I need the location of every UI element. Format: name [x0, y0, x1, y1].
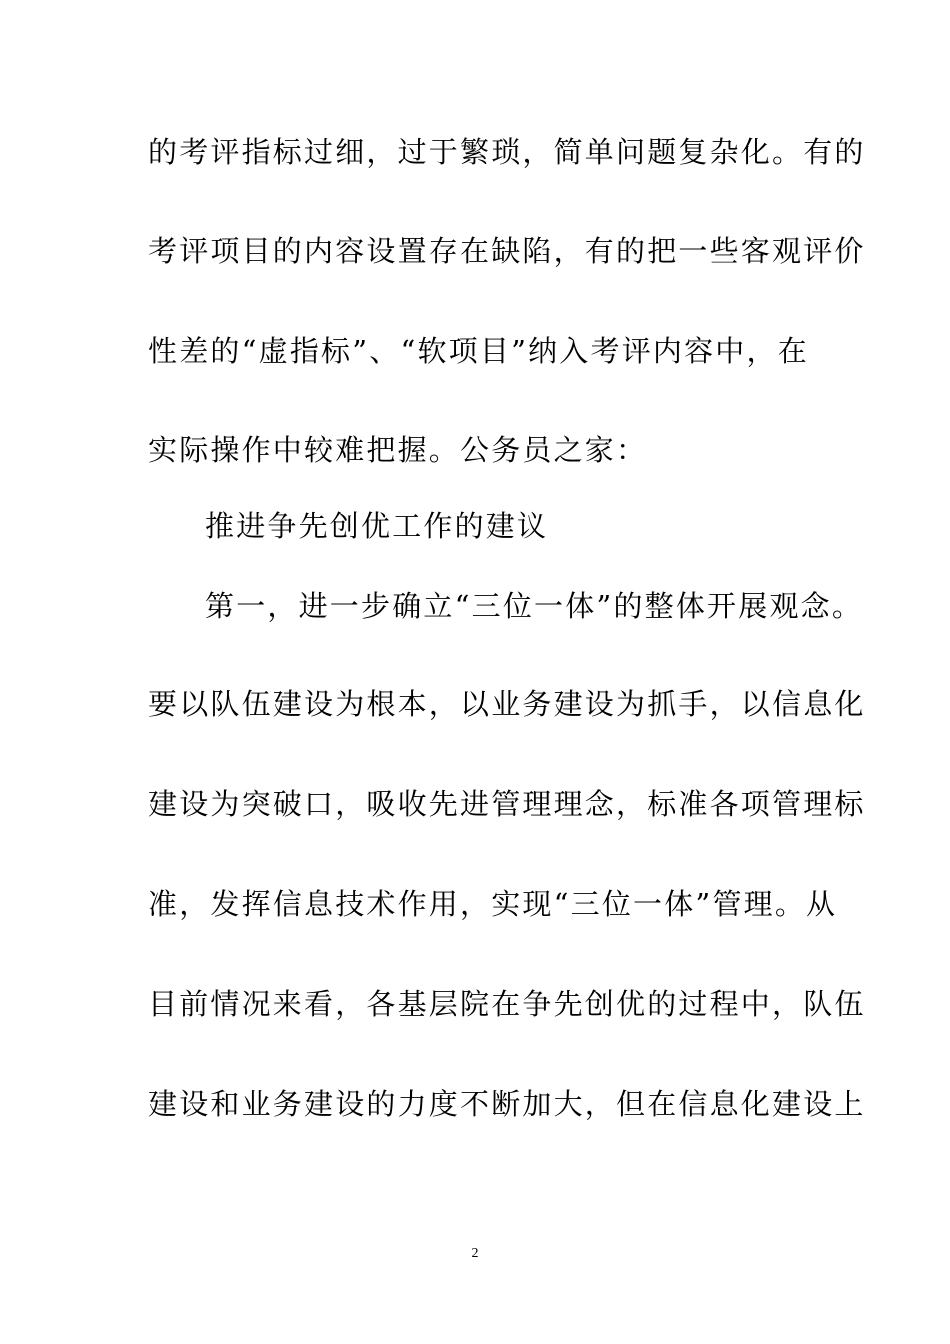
- body-text-line: 准，发挥信息技术作用，实现“三位一体”管理。从: [148, 887, 838, 921]
- body-text-line: 考评项目的内容设置存在缺陷，有的把一些客观评价: [148, 234, 866, 268]
- body-text-line: 第一，进一步确立“三位一体”的整体开展观念。: [205, 589, 864, 623]
- section-heading: 推进争先创优工作的建议: [205, 509, 549, 543]
- body-text-line: 建设和业务建设的力度不断加大，但在信息化建设上: [148, 1087, 866, 1121]
- page-number: 2: [471, 1246, 479, 1261]
- body-text-line: 的考评指标过细，过于繁琐，简单问题复杂化。有的: [148, 135, 866, 169]
- body-text-line: 要以队伍建设为根本，以业务建设为抓手，以信息化: [148, 687, 866, 721]
- body-text-line: 性差的“虚指标”、“软项目”纳入考评内容中，在: [148, 334, 809, 368]
- body-text-line: 建设为突破口，吸收先进管理理念，标准各项管理标: [148, 787, 866, 821]
- body-text-line: 目前情况来看，各基层院在争先创优的过程中，队伍: [148, 987, 866, 1021]
- body-text-line: 实际操作中较难把握。公务员之家：: [148, 433, 648, 467]
